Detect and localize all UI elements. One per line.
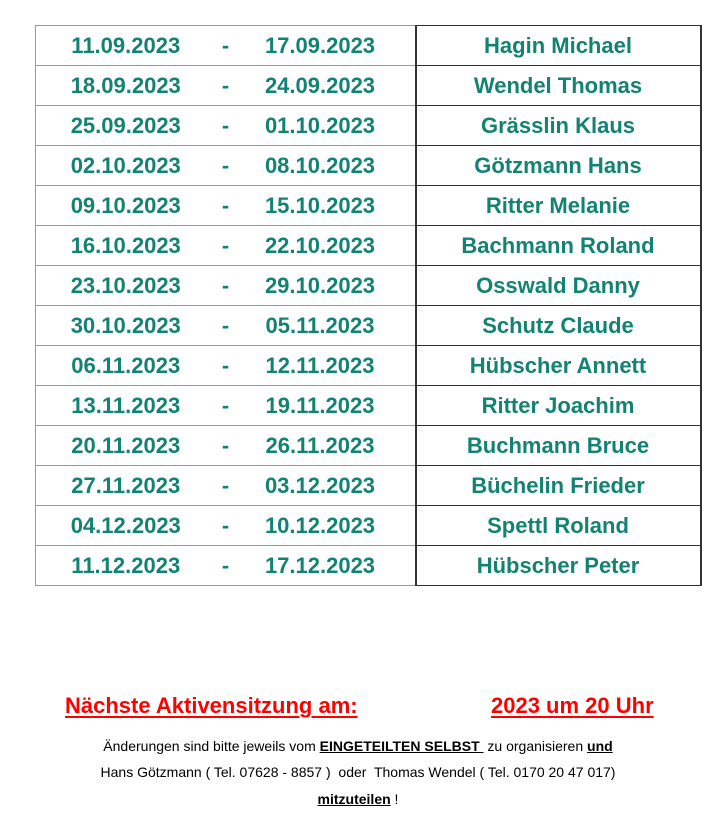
assigned-person: Ritter Joachim bbox=[416, 386, 701, 426]
assigned-person: Ritter Melanie bbox=[416, 186, 701, 226]
date-separator: - bbox=[196, 386, 256, 426]
schedule-row bbox=[36, 66, 701, 106]
date-separator: - bbox=[196, 106, 256, 146]
end-date: 19.11.2023 bbox=[256, 386, 416, 426]
date-separator: - bbox=[196, 506, 256, 546]
end-date: 15.10.2023 bbox=[256, 186, 416, 226]
date-separator: - bbox=[196, 186, 256, 226]
assigned-person: Bachmann Roland bbox=[416, 226, 701, 266]
date-separator: - bbox=[196, 266, 256, 306]
start-date: 13.11.2023 bbox=[36, 386, 196, 426]
notice-line-1 bbox=[0, 738, 716, 754]
notice-emphasis: und bbox=[587, 738, 613, 754]
end-date: 10.12.2023 bbox=[256, 506, 416, 546]
end-date: 22.10.2023 bbox=[256, 226, 416, 266]
schedule-row bbox=[36, 426, 701, 466]
end-date: 29.10.2023 bbox=[256, 266, 416, 306]
next-meeting-heading bbox=[0, 693, 716, 723]
start-date: 18.09.2023 bbox=[36, 66, 196, 106]
assigned-person: Büchelin Frieder bbox=[416, 466, 701, 506]
start-date: 06.11.2023 bbox=[36, 346, 196, 386]
assigned-person: Götzmann Hans bbox=[416, 146, 701, 186]
next-meeting-label: Nächste Aktivensitzung am: bbox=[65, 693, 358, 718]
assigned-person: Osswald Danny bbox=[416, 266, 701, 306]
date-separator: - bbox=[196, 26, 256, 66]
start-date: 27.11.2023 bbox=[36, 466, 196, 506]
date-separator: - bbox=[196, 546, 256, 586]
start-date: 20.11.2023 bbox=[36, 426, 196, 466]
date-separator: - bbox=[196, 306, 256, 346]
assigned-person: Hübscher Annett bbox=[416, 346, 701, 386]
date-separator: - bbox=[196, 226, 256, 266]
date-separator: - bbox=[196, 426, 256, 466]
start-date: 04.12.2023 bbox=[36, 506, 196, 546]
notice-text: zu organisieren bbox=[483, 738, 588, 754]
notice-line-2: Hans Götzmann ( Tel. 07628 - 8857 ) oder Thomas Wendel ( Tel. 0170 20 47 017) bbox=[100, 764, 616, 780]
end-date: 05.11.2023 bbox=[256, 306, 416, 346]
date-separator: - bbox=[196, 346, 256, 386]
duty-schedule-body bbox=[36, 26, 701, 586]
schedule-row bbox=[36, 186, 701, 226]
duty-schedule-table bbox=[35, 25, 702, 586]
assigned-person: Grässlin Klaus bbox=[416, 106, 701, 146]
start-date: 23.10.2023 bbox=[36, 266, 196, 306]
start-date: 11.09.2023 bbox=[36, 26, 196, 66]
assigned-person: Buchmann Bruce bbox=[416, 426, 701, 466]
date-separator: - bbox=[196, 146, 256, 186]
end-date: 12.11.2023 bbox=[256, 346, 416, 386]
assigned-person: Schutz Claude bbox=[416, 306, 701, 346]
schedule-row bbox=[36, 26, 701, 66]
notice-emphasis: mitzuteilen bbox=[317, 791, 391, 807]
schedule-row bbox=[36, 306, 701, 346]
date-separator: - bbox=[196, 466, 256, 506]
date-separator: - bbox=[196, 66, 256, 106]
schedule-row bbox=[36, 346, 701, 386]
schedule-row bbox=[36, 546, 701, 586]
end-date: 03.12.2023 bbox=[256, 466, 416, 506]
end-date: 01.10.2023 bbox=[256, 106, 416, 146]
assigned-person: Wendel Thomas bbox=[416, 66, 701, 106]
start-date: 02.10.2023 bbox=[36, 146, 196, 186]
end-date: 26.11.2023 bbox=[256, 426, 416, 466]
assigned-person: Hübscher Peter bbox=[416, 546, 701, 586]
next-meeting-time: 2023 um 20 Uhr bbox=[491, 693, 654, 718]
start-date: 09.10.2023 bbox=[36, 186, 196, 226]
assigned-person: Spettl Roland bbox=[416, 506, 701, 546]
schedule-row bbox=[36, 106, 701, 146]
notice-emphasis: EINGETEILTEN SELBST bbox=[319, 738, 484, 754]
schedule-row bbox=[36, 226, 701, 266]
notice-text: Änderungen sind bitte jeweils vom bbox=[103, 738, 320, 754]
schedule-row bbox=[36, 266, 701, 306]
end-date: 17.12.2023 bbox=[256, 546, 416, 586]
schedule-row bbox=[36, 466, 701, 506]
end-date: 17.09.2023 bbox=[256, 26, 416, 66]
start-date: 30.10.2023 bbox=[36, 306, 196, 346]
notice-line-3 bbox=[0, 791, 716, 807]
end-date: 08.10.2023 bbox=[256, 146, 416, 186]
end-date: 24.09.2023 bbox=[256, 66, 416, 106]
schedule-row bbox=[36, 506, 701, 546]
schedule-row bbox=[36, 386, 701, 426]
schedule-row bbox=[36, 146, 701, 186]
assigned-person: Hagin Michael bbox=[416, 26, 701, 66]
start-date: 16.10.2023 bbox=[36, 226, 196, 266]
notice-text: ! bbox=[390, 791, 399, 807]
start-date: 11.12.2023 bbox=[36, 546, 196, 586]
start-date: 25.09.2023 bbox=[36, 106, 196, 146]
